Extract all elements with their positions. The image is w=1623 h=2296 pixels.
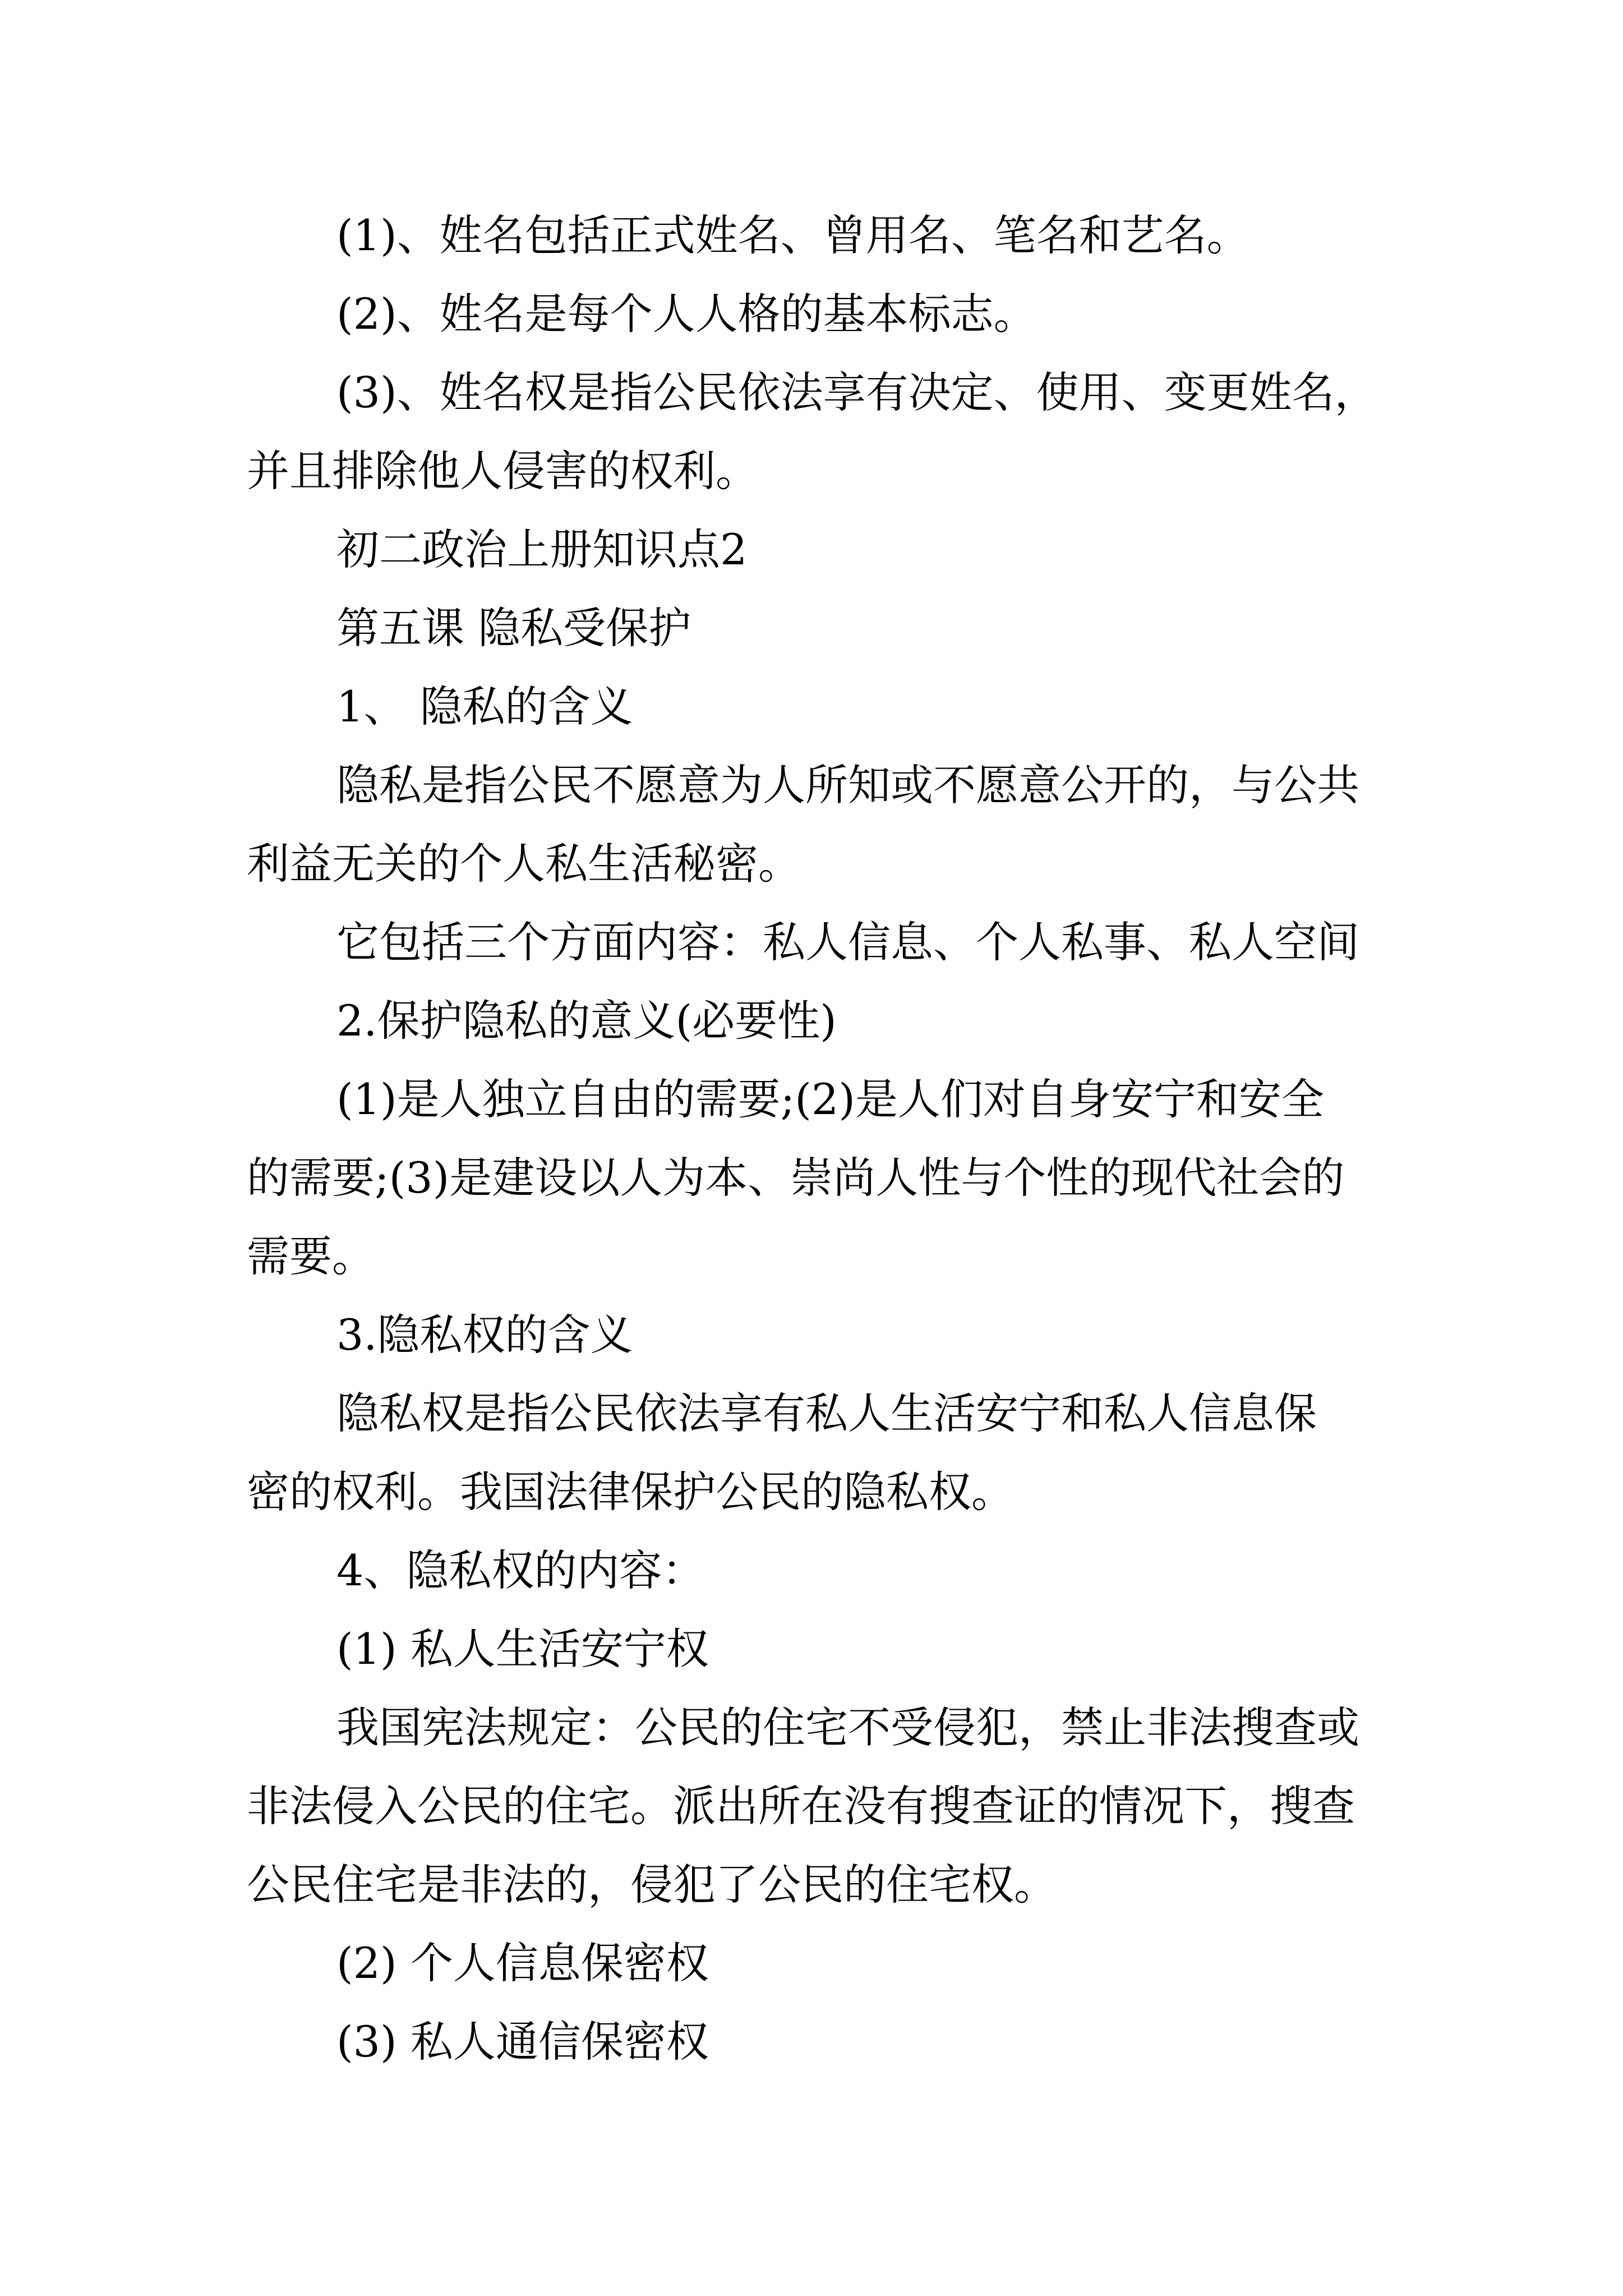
text-line: (3) 私人通信保密权	[336, 2017, 709, 2067]
text-line: 并且排除他人侵害的权利。	[247, 446, 758, 496]
text-line: (2) 个人信息保密权	[336, 1938, 709, 1988]
text-line: 利益无关的个人私生活秘密。	[247, 839, 801, 889]
text-line: 非法侵入公民的住宅。派出所在没有搜查证的情况下，搜查	[247, 1781, 1355, 1831]
text-line: (2)、姓名是每个人人格的基本标志。	[336, 289, 1036, 339]
text-line: 它包括三个方面内容：私人信息、个人私事、私人空间	[336, 917, 1359, 967]
text-line: 公民住宅是非法的，侵犯了公民的住宅权。	[247, 1860, 1057, 1910]
document-body	[247, 196, 1385, 2081]
lesson-title: 第五课 隐私受保护	[336, 603, 691, 653]
text-line: 1、 隐私的含义	[336, 682, 633, 731]
text-line: 的需要;(3)是建设以人为本、崇尚人性与个性的现代社会的	[247, 1153, 1345, 1203]
text-line: 需要。	[247, 1231, 375, 1281]
text-line: 隐私是指公民不愿意为人所知或不愿意公开的，与公共	[336, 760, 1359, 810]
text-line: (3)、姓名权是指公民依法享有决定、使用、变更姓名，	[336, 367, 1377, 417]
text-line: (1)是人独立自由的需要;(2)是人们对自身安宁和安全	[336, 1074, 1324, 1124]
text-line: 2.保护隐私的意义(必要性)	[336, 996, 837, 1046]
text-line: (1)、姓名包括正式姓名、曾用名、笔名和艺名。	[336, 210, 1249, 260]
text-line: 隐私权是指公民依法享有私人生活安宁和私人信息保	[336, 1388, 1317, 1438]
text-line: 3.隐私权的含义	[336, 1310, 633, 1360]
text-line: 我国宪法规定：公民的住宅不受侵犯，禁止非法搜查或	[336, 1703, 1359, 1752]
text-line: (1) 私人生活安宁权	[336, 1624, 709, 1674]
text-line: 4、隐私权的内容：	[336, 1545, 705, 1595]
section-title: 初二政治上册知识点2	[336, 524, 748, 574]
text-line: 密的权利。我国法律保护公民的隐私权。	[247, 1467, 1014, 1517]
